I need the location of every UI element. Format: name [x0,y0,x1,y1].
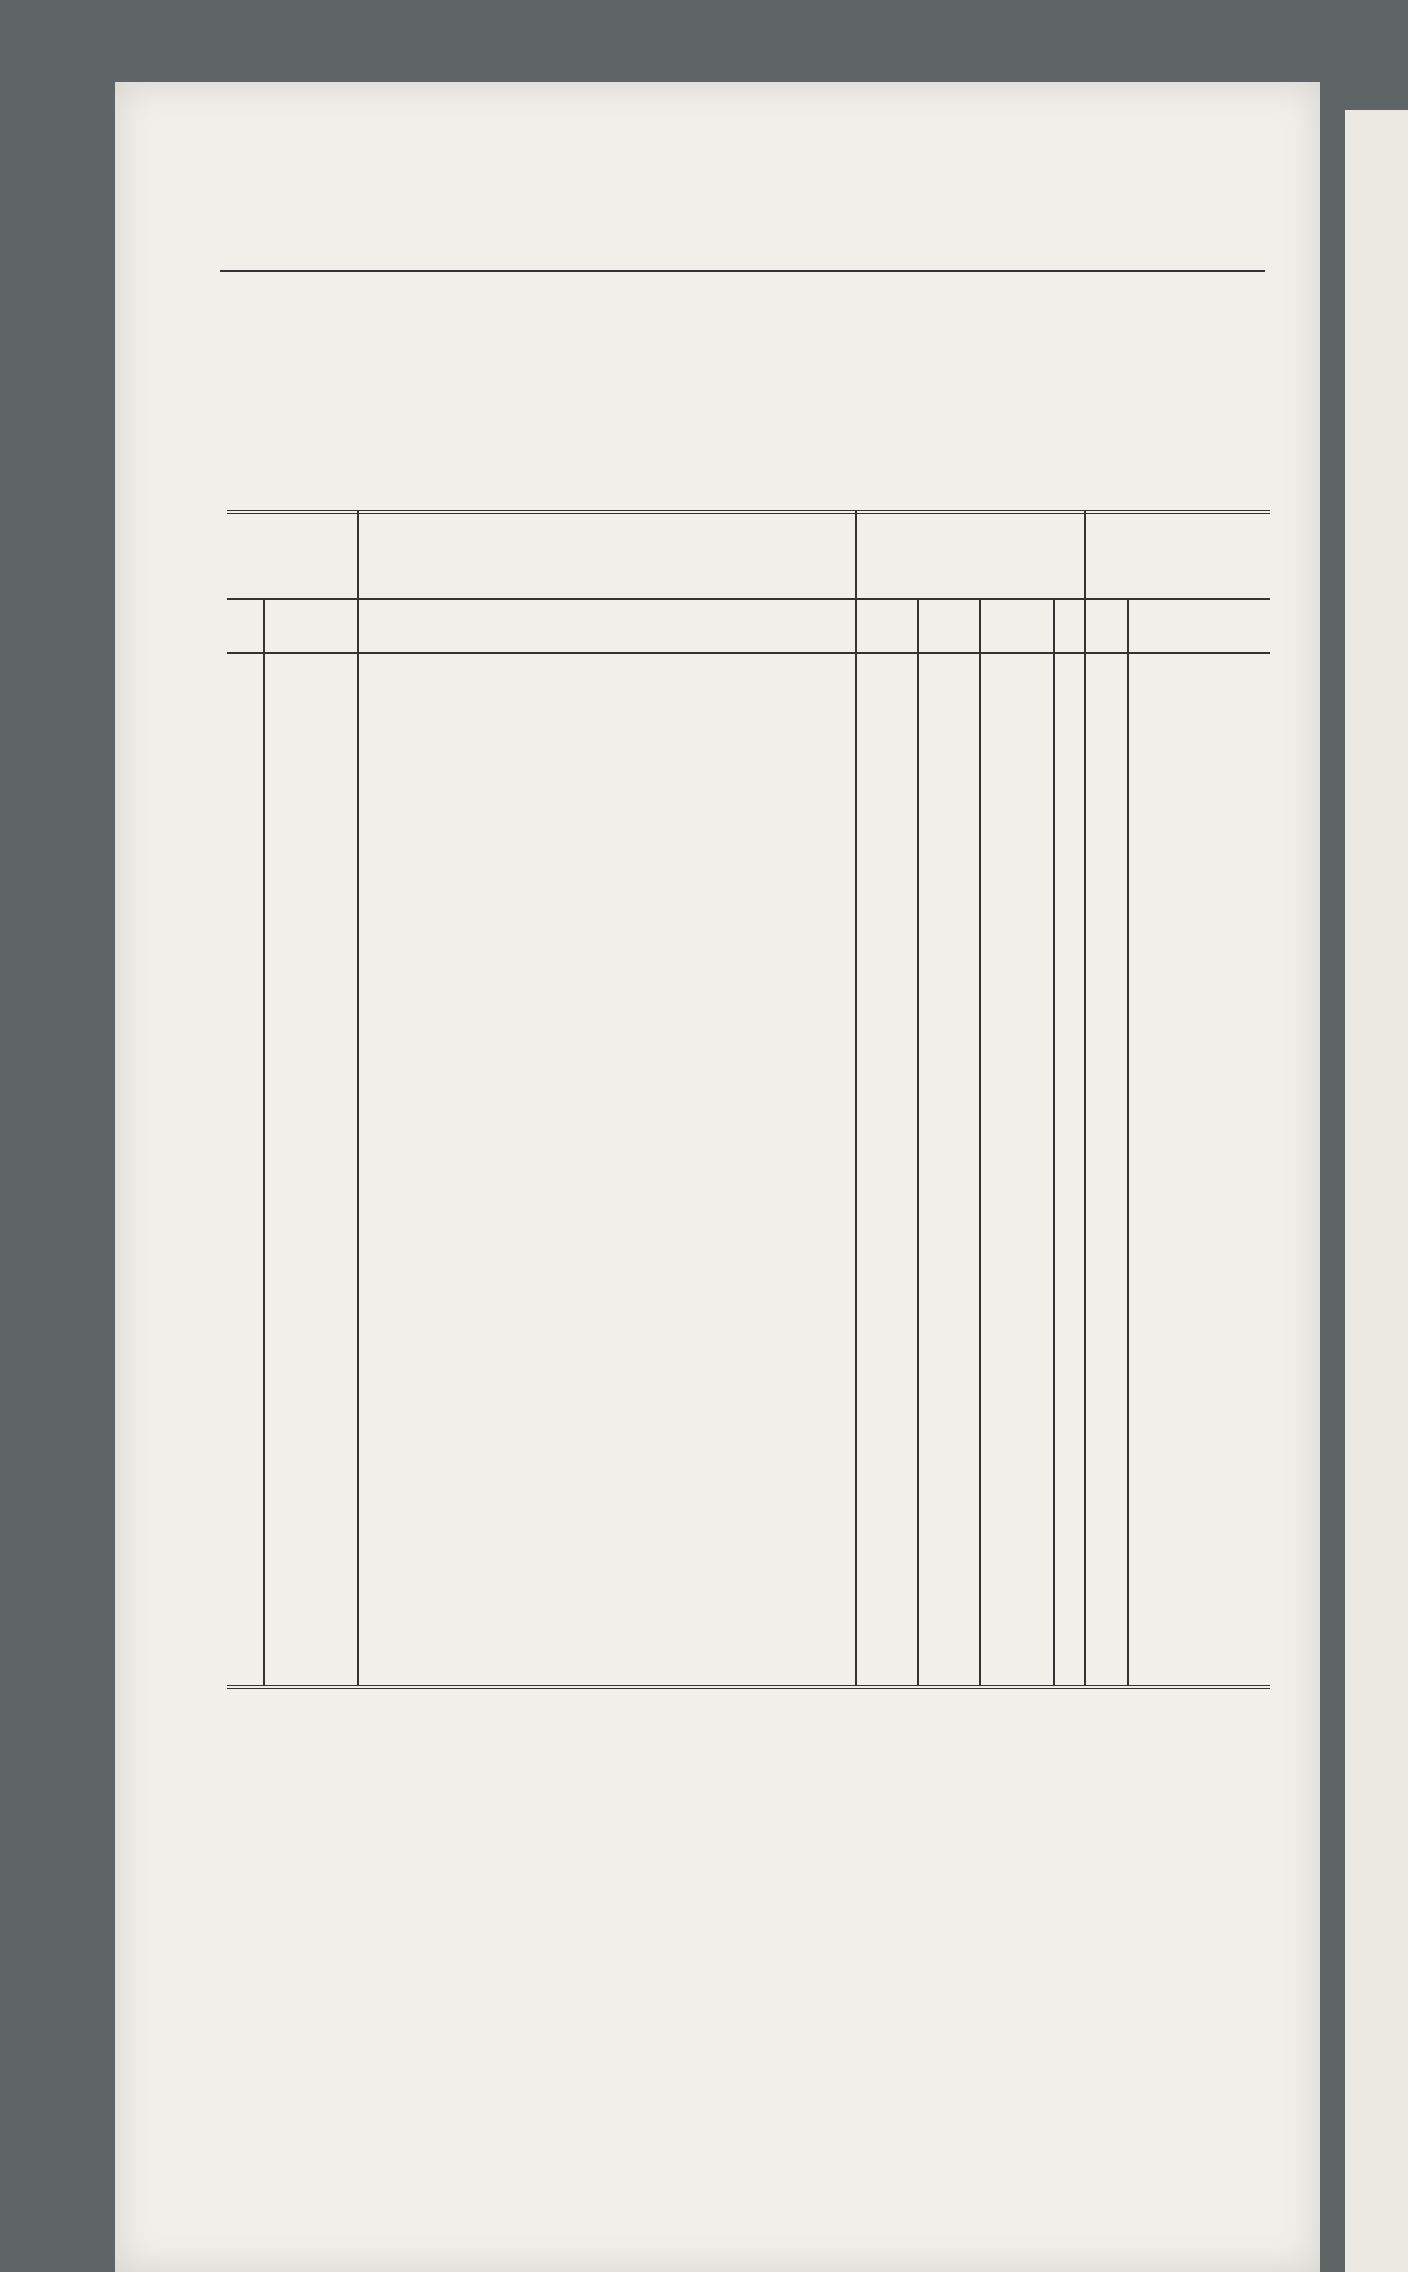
page-header [210,180,1270,240]
calendar-table [227,510,1270,1870]
next-page-edge [1345,110,1408,2272]
header-rule [220,270,1265,272]
